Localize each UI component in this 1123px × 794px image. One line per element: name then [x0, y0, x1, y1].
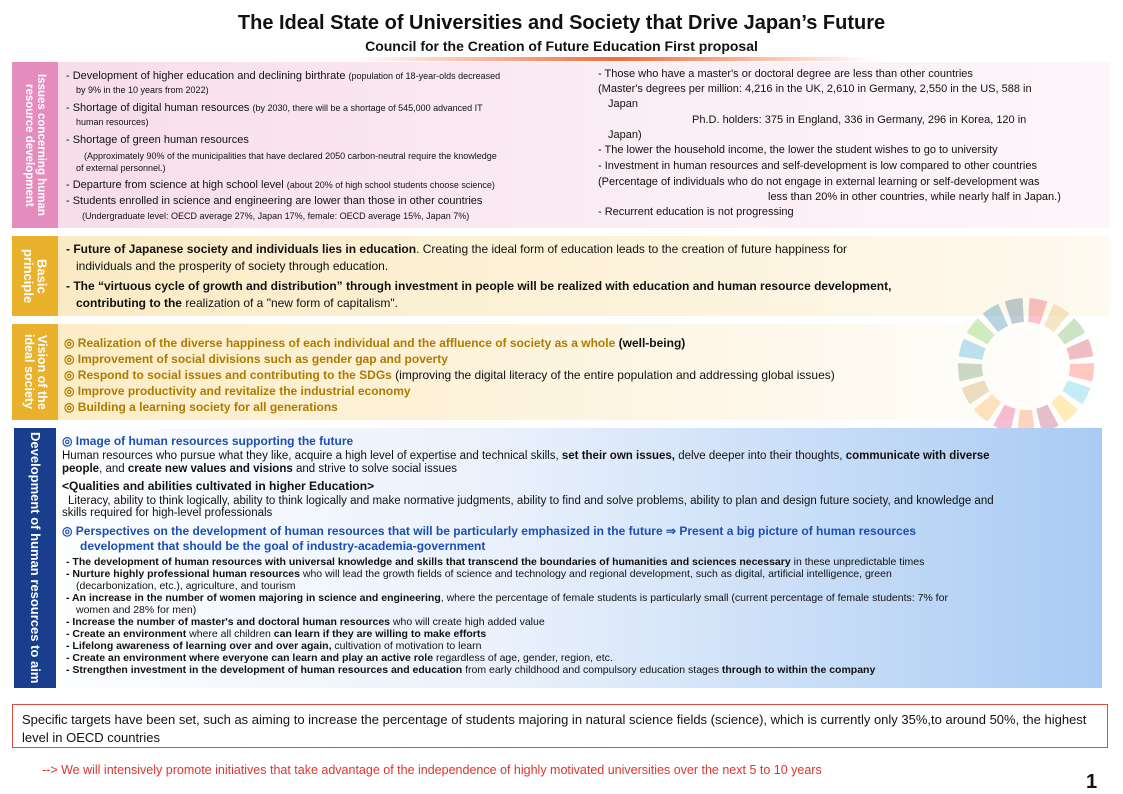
development-label: Development of human resources to aim	[14, 428, 56, 688]
issues-right-line: Japan)	[608, 129, 642, 141]
vision-label: Vision of the ideal society	[12, 324, 58, 420]
sdg-segment	[1066, 339, 1093, 360]
issues-right-line: - Those who have a master's or doctoral degree are less than other countries	[598, 68, 973, 80]
issues-right-line: - Investment in human resources and self-development is low compared to other countries	[598, 160, 1037, 172]
issues-right-line: less than 20% in other countries, while nearly half in Japan.)	[768, 191, 1061, 203]
image-title: ◎ Image of human resources supporting the future	[62, 434, 354, 448]
page-subtitle: Council for the Creation of Future Education First proposal	[365, 38, 758, 54]
dev-bullet: (decarbonization, etc.), agriculture, and tourism	[76, 580, 296, 592]
qualities-line: Literacy, ability to think logically, ability to think logically and make normative judgments, ability to find and solve problems, ability to plan and design future society, and knowledge and	[68, 495, 994, 507]
issues-left-line: - Shortage of digital human resources (by 2030, there will be a shortage of 545,000 advanced IT	[66, 102, 483, 114]
sdg-segment	[1028, 298, 1047, 324]
sdg-segment	[1005, 298, 1024, 324]
issues-left-line: (Approximately 90% of the municipalities that have declared 2050 carbon-neutral require the knowledge	[84, 151, 497, 161]
issues-right-line: - The lower the household income, the lower the student wishes to go to university	[598, 144, 998, 156]
perspectives-line: ◎ Perspectives on the development of human resources that will be particularly emphasized in the future ⇒ Present a big picture of human resources	[62, 524, 917, 538]
sdg-segment	[958, 363, 983, 381]
vision-item: ◎ Building a learning society for all generations	[64, 400, 338, 414]
basic-label: Basic principle	[12, 236, 58, 316]
page-number: 1	[1086, 771, 1098, 793]
qualities-line: skills required for high-level professionals	[62, 507, 273, 519]
dev-bullet: women and 28% for men)	[76, 604, 197, 616]
basic-line: - The “virtuous cycle of growth and distribution” through investment in people will be realized with education and human resource development,	[66, 279, 892, 293]
sdg-segment	[1069, 363, 1094, 381]
issues-right-line: Ph.D. holders: 375 in England, 336 in Germany, 296 in Korea, 120 in	[692, 114, 1027, 126]
issues-left-line: - Students enrolled in science and engineering are lower than those in other countries	[66, 195, 483, 207]
dev-bullet: - Increase the number of master's and doctoral human resources who will create high added value	[66, 616, 545, 628]
dev-bullet: - Create an environment where all children can learn if they are willing to make efforts	[66, 628, 487, 640]
issues-right-line: (Master's degrees per million: 4,216 in the UK, 2,610 in Germany, 2,550 in the US, 588 in	[598, 83, 1032, 95]
image-line: Human resources who pursue what they like, acquire a high level of expertise and technical skills, set their own issues, delve deeper into their thoughts, communicate with diverse	[62, 450, 990, 462]
issues-left-line: by 9% in the 10 years from 2022)	[76, 85, 209, 95]
dev-bullet: - The development of human resources with universal knowledge and skills that transcend the boundaries of humanities and sciences necessary in these unpredictable times	[66, 556, 925, 568]
vision-item: ◎ Respond to social issues and contributing to the SDGs (improving the digital literacy of the entire population and addressing global issues)	[64, 368, 835, 382]
issues-right-line: - Recurrent education is not progressing	[598, 206, 794, 218]
basic-line: individuals and the prosperity of society through education.	[76, 259, 389, 273]
title-underline	[355, 57, 875, 61]
dev-bullet: - Strengthen investment in the development of human resources and education from early childhood and compulsory education stages through to within the company	[66, 664, 876, 676]
footer-note: --> We will intensively promote initiatives that take advantage of the independence of highly motivated universities over the next 5 to 10 years	[42, 763, 822, 777]
dev-bullet: - Nurture highly professional human resources who will lead the growth fields of science and technology and regional development, such as digital, artificial intelligence, green	[66, 568, 892, 580]
dev-bullet: - Create an environment where everyone can learn and play an active role regardless of age, gender, region, etc.	[66, 652, 613, 664]
target-box: Specific targets have been set, such as aiming to increase the percentage of students majoring in natural science fields (science), which is currently only 35%,to around 50%, the highest level in OECD countries	[12, 704, 1108, 748]
issues-left-line: - Departure from science at high school level (about 20% of high school students choose science)	[66, 179, 495, 191]
issues-left-line: of external personnel.)	[76, 163, 166, 173]
issues-left-line: - Development of higher education and declining birthrate (population of 18-year-olds decreased	[66, 70, 501, 82]
dev-bullet: - Lifelong awareness of learning over and over again, cultivation of motivation to learn	[66, 640, 482, 652]
issues-left-line: human resources)	[76, 117, 149, 127]
vision-item: ◎ Improvement of social divisions such as gender gap and poverty	[64, 352, 448, 366]
issues-label: Issues concerning human resource development	[12, 62, 58, 228]
vision-item: ◎ Realization of the diverse happiness of each individual and the affluence of society as a whole (well-being)	[64, 336, 686, 350]
vision-item: ◎ Improve productivity and revitalize the industrial economy	[64, 384, 411, 398]
basic-line: contributing to the realization of a "new form of capitalism".	[76, 296, 398, 310]
image-line: people, and create new values and visions and strive to solve social issues	[62, 463, 458, 475]
sdg-segment	[959, 339, 986, 360]
issues-left-line: - Shortage of green human resources	[66, 134, 249, 146]
qualities-title: <Qualities and abilities cultivated in higher Education>	[62, 479, 375, 493]
perspectives-line: development that should be the goal of industry-academia-government	[80, 539, 486, 553]
dev-bullet: - An increase in the number of women majoring in science and engineering, where the percentage of female students is particularly small (current percentage of female students: 7% for	[66, 592, 948, 604]
page-title: The Ideal State of Universities and Society that Drive Japan’s Future	[237, 12, 886, 34]
issues-right-line: (Percentage of individuals who do not engage in external learning or self-development was	[598, 176, 1040, 188]
sdg-wheel-icon	[956, 296, 1096, 436]
basic-line: - Future of Japanese society and individuals lies in education. Creating the ideal form of education leads to the creation of future happiness for	[66, 242, 848, 256]
issues-right-line: Japan	[608, 98, 638, 110]
issues-left-line: (Undergraduate level: OECD average 27%, Japan 17%, female: OECD average 15%, Japan 7%)	[82, 211, 470, 221]
